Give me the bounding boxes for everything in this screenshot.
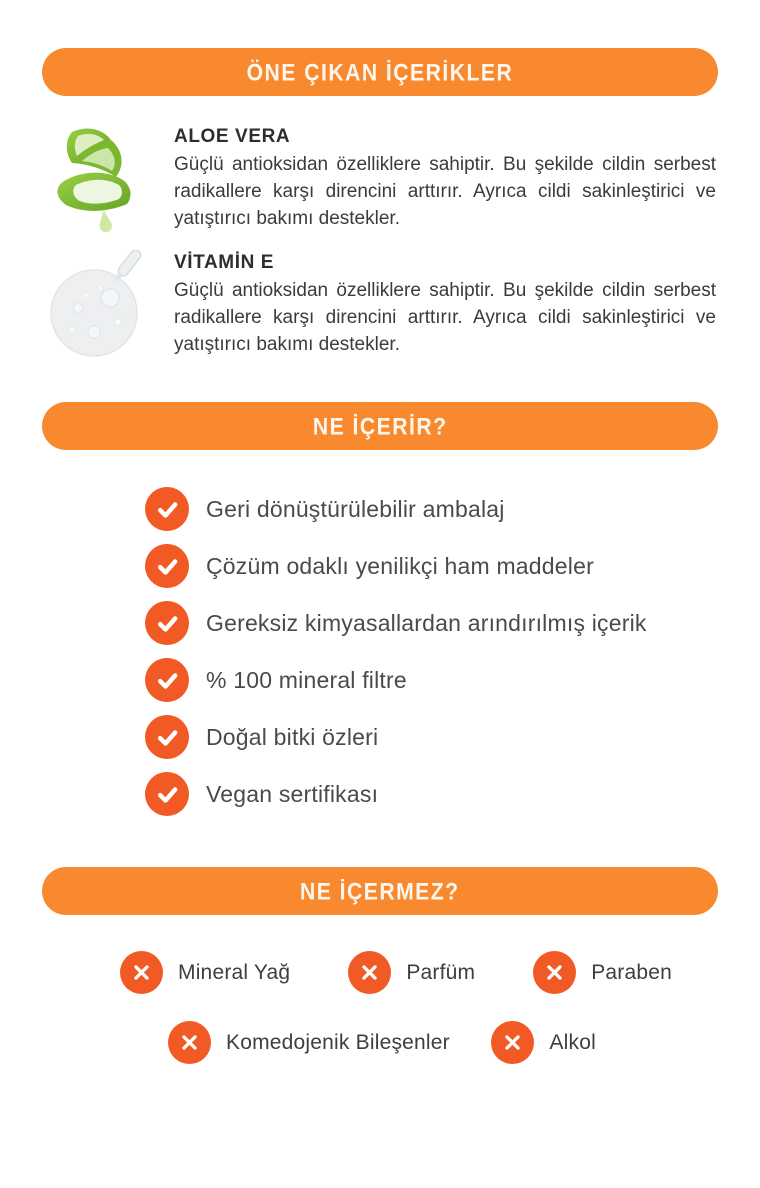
- ingredient-title: VİTAMİN E: [174, 252, 275, 273]
- checklist-item: [145, 658, 718, 702]
- check-icon: [145, 487, 189, 531]
- excluded-items-row-2: [168, 1021, 596, 1064]
- checklist-item: [145, 715, 718, 759]
- check-icon: [145, 715, 189, 759]
- ingredient-text-block: [174, 124, 716, 232]
- section-header-label: NE İÇERMEZ?: [300, 876, 460, 904]
- x-icon: [168, 1021, 211, 1064]
- section-header-featured-ingredients: [42, 48, 718, 96]
- section-header-label: NE İÇERİR?: [312, 411, 448, 439]
- excluded-item-label: Alkol: [549, 1030, 596, 1054]
- excluded-item-label: Mineral Yağ: [178, 960, 291, 984]
- excluded-item-label: Parfüm: [406, 960, 476, 984]
- section-header-not-contains: [42, 867, 718, 915]
- checklist-item-label: Çözüm odaklı yenilikçi ham maddeler: [206, 552, 594, 579]
- checklist-item-label: Doğal bitki özleri: [206, 723, 379, 750]
- x-icon: [348, 951, 391, 994]
- check-icon: [145, 544, 189, 588]
- excluded-items-row-1: [120, 951, 672, 994]
- checklist-item-label: Geri dönüştürülebilir ambalaj: [206, 495, 505, 522]
- product-info-page: [0, 48, 760, 1188]
- vitamin-e-drop-image: [42, 250, 152, 360]
- ingredient-title: ALOE VERA: [174, 126, 291, 147]
- excluded-item: [168, 1021, 450, 1064]
- check-icon: [145, 658, 189, 702]
- excluded-item: [120, 951, 290, 994]
- checklist-item-label: Vegan sertifikası: [206, 780, 379, 807]
- excluded-item: [491, 1021, 596, 1064]
- section-header-label: ÖNE ÇIKAN İÇERİKLER: [246, 57, 514, 85]
- section-header-contains: [42, 402, 718, 450]
- excluded-item: [348, 951, 475, 994]
- excluded-item-label: Komedojenik Bileşenler: [226, 1030, 450, 1054]
- contains-checklist: [145, 487, 718, 816]
- checklist-item-label: Gereksiz kimyasallardan arındırılmış içerik: [206, 609, 647, 636]
- checklist-item: [145, 487, 718, 531]
- x-icon: [533, 951, 576, 994]
- checklist-item: [145, 601, 718, 645]
- ingredient-item-aloe-vera: [42, 124, 718, 234]
- x-icon: [120, 951, 163, 994]
- ingredient-description: Güçlü antioksidan özelliklere sahiptir. Bu şekilde cildin serbest radikallere karşı direncini arttırır. Ayrıca cildi sakinleştirici ve yatıştırıcı bakımı destekler.: [174, 154, 716, 229]
- checklist-item-label: % 100 mineral filtre: [206, 666, 407, 693]
- checklist-item: [145, 544, 718, 588]
- ingredient-text-block: [174, 250, 716, 358]
- ingredient-description: Güçlü antioksidan özelliklere sahiptir. Bu şekilde cildin serbest radikallere karşı direncini arttırır. Ayrıca cildi sakinleştirici ve yatıştırıcı bakımı destekler.: [174, 280, 716, 355]
- ingredient-item-vitamin-e: [42, 250, 718, 360]
- excluded-item: [533, 951, 672, 994]
- check-icon: [145, 772, 189, 816]
- checklist-item: [145, 772, 718, 816]
- check-icon: [145, 601, 189, 645]
- aloe-vera-image: [42, 124, 152, 234]
- excluded-item-label: Paraben: [591, 960, 672, 984]
- x-icon: [491, 1021, 534, 1064]
